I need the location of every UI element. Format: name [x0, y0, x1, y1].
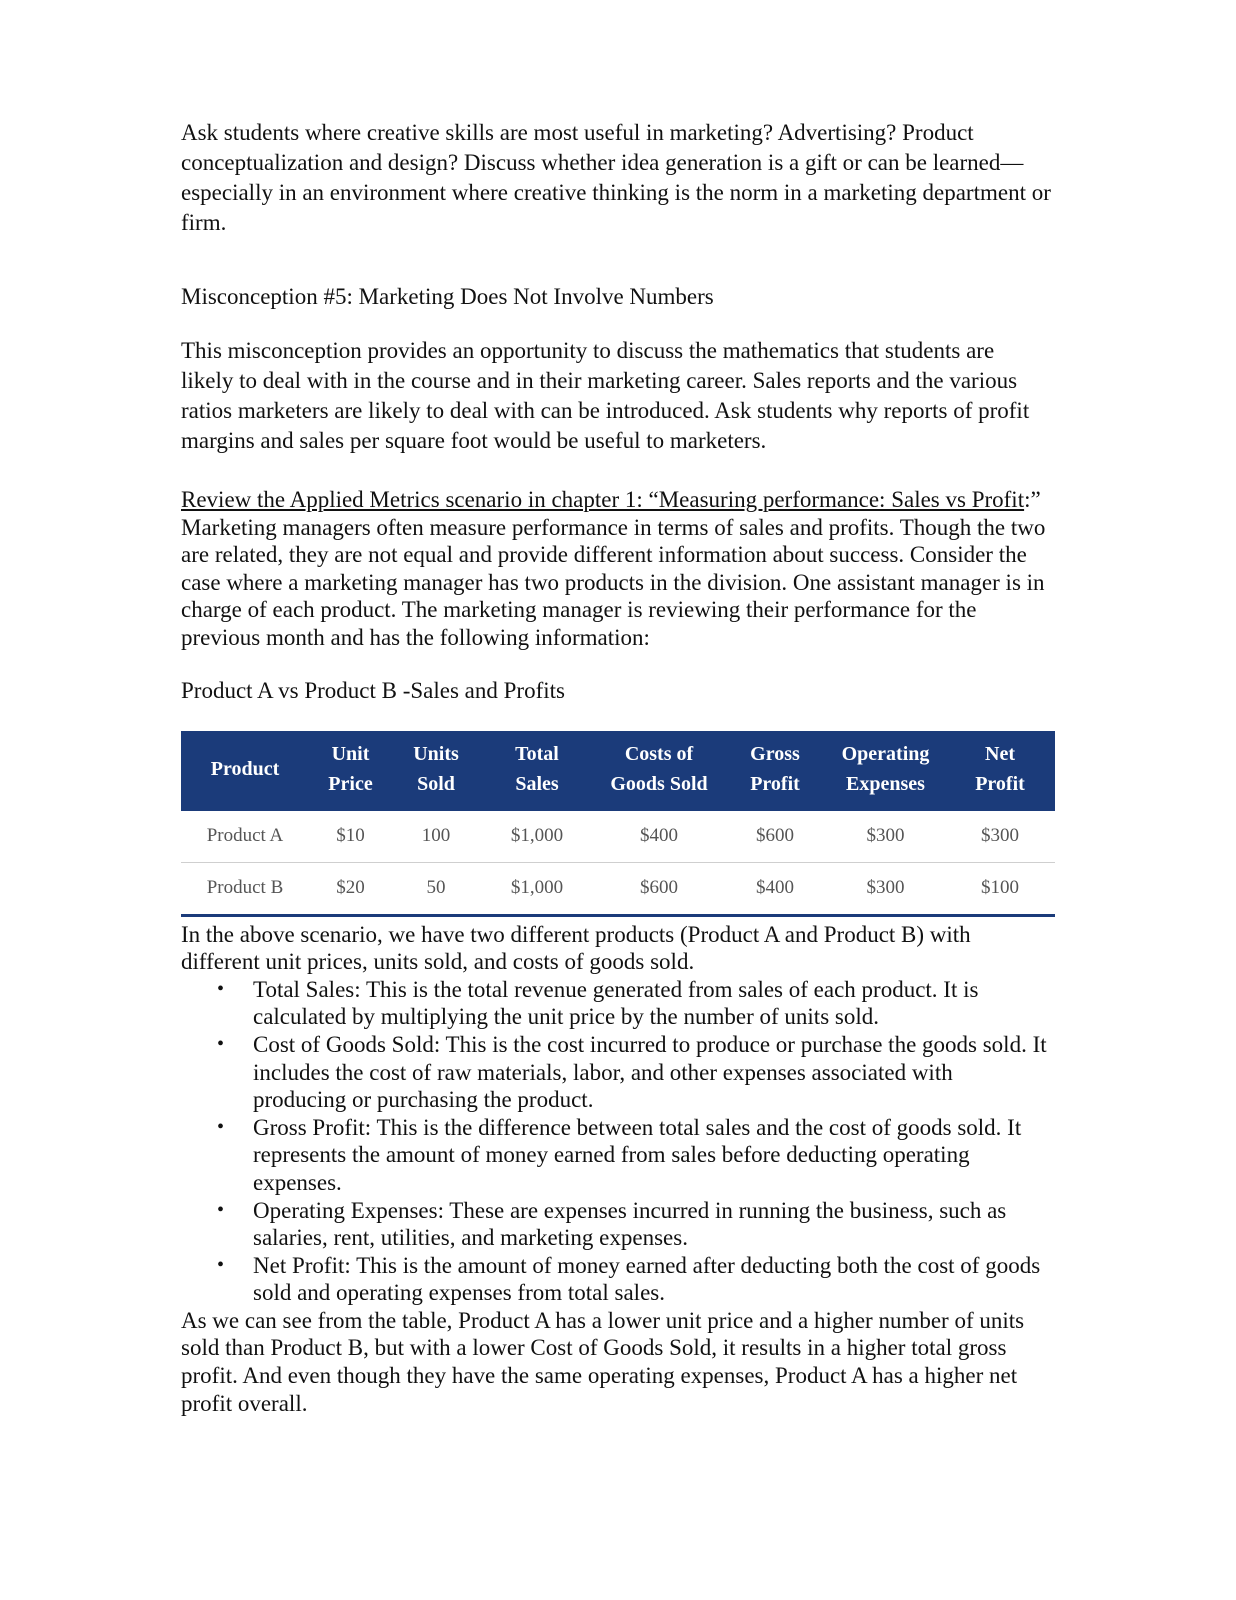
table-row: [181, 811, 1055, 863]
table-cell: 50: [392, 862, 480, 915]
header-cell: Costs of Goods Sold: [594, 731, 724, 811]
table-cell: $600: [724, 811, 826, 863]
table-cell: $300: [826, 862, 945, 915]
scenario-body: :” Marketing managers often measure performance in terms of sales and profits. Though the two are related, they are not equal and provide different information about success. Consider the case where a marketing manager has two products in the division. One assistant manager is in charge of each product. The marketing manager is reviewing their performance for the previous month and has the following information:: [181, 487, 1046, 650]
conclusion-paragraph: As we can see from the table, Product A has a lower unit price and a higher number of units sold than Product B, but with a lower Cost of Goods Sold, it results in a higher total gross profit. And even though they have the same operating expenses, Product A has a higher net profit overall.: [181, 1307, 1025, 1416]
section-heading: Misconception #5: Marketing Does Not Involve Numbers: [181, 284, 714, 309]
scenario-link[interactable]: Review the Applied Metrics scenario in chapter 1: “Measuring performance: Sales vs Profit: [181, 487, 1025, 512]
bullet-icon: •: [217, 1198, 225, 1221]
header-cell: Total Sales: [480, 731, 594, 811]
table-cell: $400: [594, 811, 724, 863]
table-cell: $10: [309, 811, 392, 863]
table-cell: $600: [594, 862, 724, 915]
header-cell: Unit Price: [309, 731, 392, 811]
table-cell: Product A: [181, 811, 309, 863]
bullet-icon: •: [217, 1115, 225, 1138]
analysis-paragraph: In the above scenario, we have two different products (Product A and Product B) with different unit prices, units sold, and costs of goods sold.: [181, 921, 971, 975]
sales-profit-table: [181, 731, 1055, 917]
list-item: • Total Sales: This is the total revenue generated from sales of each product. It is calculated by multiplying the unit price by the number of units sold.: [217, 976, 979, 1030]
bullet-icon: •: [217, 1253, 225, 1276]
header-cell: Gross Profit: [724, 731, 826, 811]
header-cell: Net Profit: [945, 731, 1055, 811]
table-cell: $1,000: [480, 811, 594, 863]
list-item: • Cost of Goods Sold: This is the cost incurred to produce or purchase the goods sold. It includes the cost of raw materials, labor, and other expenses associated with producing or purchasing the product.: [217, 1031, 1047, 1113]
header-cell: Product: [181, 731, 309, 811]
definitions-list: [181, 976, 1051, 1307]
table-header-row: [181, 731, 1055, 811]
table-cell: 100: [392, 811, 480, 863]
scenario-paragraph: [181, 486, 1051, 652]
table-cell: $100: [945, 862, 1055, 915]
list-item: • Net Profit: This is the amount of money earned after deducting both the cost of goods sold and operating expenses from total sales.: [217, 1252, 1041, 1306]
table-cell: Product B: [181, 862, 309, 915]
bullet-icon: •: [217, 977, 225, 1000]
table-cell: $1,000: [480, 862, 594, 915]
table-title: Product A vs Product B -Sales and Profits: [181, 677, 565, 703]
misconception-paragraph: This misconception provides an opportunity to discuss the mathematics that students are likely to deal with in the course and in their marketing career. Sales reports and the various ratios marketers are likely to deal with can be introduced. Ask students why reports of profit margins and sales per square foot would be useful to marketers.: [181, 338, 1030, 453]
table-row: [181, 862, 1055, 915]
header-cell: Operating Expenses: [826, 731, 945, 811]
document-page: [181, 118, 1051, 1417]
table-cell: $300: [945, 811, 1055, 863]
header-cell: Units Sold: [392, 731, 480, 811]
table-cell: $20: [309, 862, 392, 915]
table-cell: $400: [724, 862, 826, 915]
list-item: • Gross Profit: This is the difference between total sales and the cost of goods sold. It represents the amount of money earned from sales before deducting operating expenses.: [217, 1114, 1022, 1195]
table-cell: $300: [826, 811, 945, 863]
intro-paragraph: Ask students where creative skills are most useful in marketing? Advertising? Product conceptualization and design? Discuss whether idea generation is a gift or can be learned—especially in an environment where creative thinking is the norm in a marketing department or firm.: [181, 120, 1051, 235]
list-item: • Operating Expenses: These are expenses incurred in running the business, such as salaries, rent, utilities, and marketing expenses.: [217, 1197, 1007, 1251]
bullet-icon: •: [217, 1032, 225, 1055]
